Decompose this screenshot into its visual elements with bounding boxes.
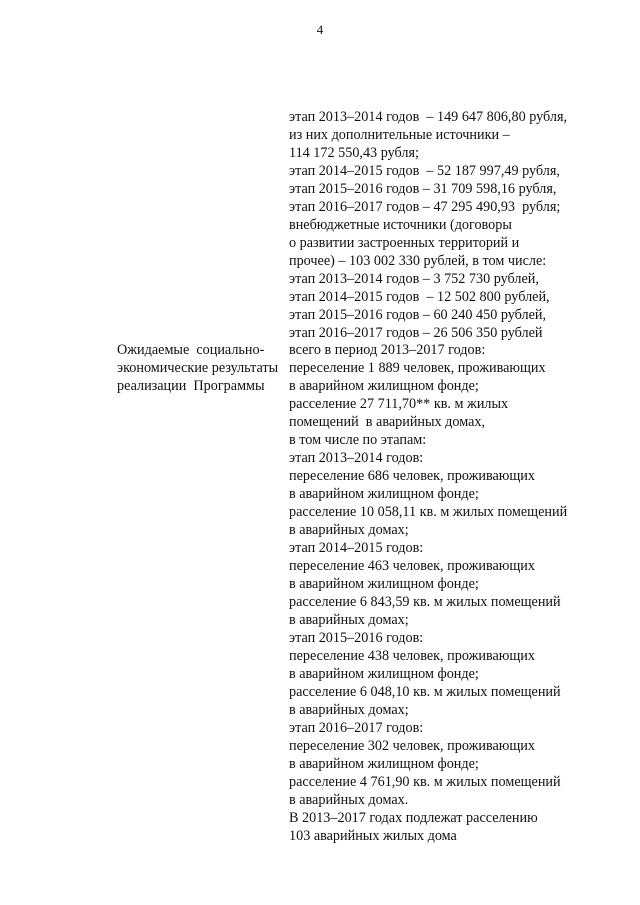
text-line: этап 2013–2014 годов – 149 647 806,80 рубля,: [289, 109, 568, 125]
text-line: в аварийном жилищном фонде;: [289, 486, 479, 502]
text-line: этап 2014–2015 годов – 12 502 800 рублей,: [289, 289, 550, 305]
label-line: экономические результаты: [117, 360, 279, 376]
financing-text-block: [289, 108, 609, 342]
text-line: 114 172 550,43 рубля;: [289, 145, 419, 161]
label-line: Ожидаемые социально-: [117, 342, 265, 358]
text-line: в аварийном жилищном фонде;: [289, 576, 479, 592]
text-line: в аварийном жилищном фонде;: [289, 378, 479, 394]
text-line: В 2013–2017 годах подлежат расселению: [289, 810, 538, 826]
text-line: помещений в аварийных домах,: [289, 414, 486, 430]
text-line: этап 2016–2017 годов:: [289, 720, 424, 736]
text-line: этап 2016–2017 годов – 26 506 350 рублей: [289, 325, 543, 341]
text-line: внебюджетные источники (договоры: [289, 217, 512, 233]
text-line: всего в период 2013–2017 годов:: [289, 342, 486, 358]
text-line: в аварийных домах;: [289, 702, 409, 718]
text-line: о развитии застроенных территорий и: [289, 235, 520, 251]
text-line: в аварийных домах.: [289, 792, 409, 808]
text-line: в аварийном жилищном фонде;: [289, 666, 479, 682]
text-line: расселение 4 761,90 кв. м жилых помещений: [289, 774, 561, 790]
text-line: в том числе по этапам:: [289, 432, 427, 448]
results-label: [117, 341, 287, 395]
text-line: из них дополнительные источники –: [289, 127, 510, 143]
text-line: этап 2016–2017 годов – 47 295 490,93 рубля;: [289, 199, 561, 215]
text-line: расселение 10 058,11 кв. м жилых помещений: [289, 504, 568, 520]
text-line: 103 аварийных жилых дома: [289, 828, 457, 844]
text-line: переселение 302 человек, проживающих: [289, 738, 535, 754]
text-line: в аварийном жилищном фонде;: [289, 756, 479, 772]
text-line: этап 2014–2015 годов – 52 187 997,49 рубля,: [289, 163, 560, 179]
text-line: этап 2015–2016 годов:: [289, 630, 424, 646]
text-line: в аварийных домах;: [289, 522, 409, 538]
text-line: переселение 438 человек, проживающих: [289, 648, 535, 664]
text-line: в аварийных домах;: [289, 612, 409, 628]
label-line: реализации Программы: [117, 378, 265, 394]
text-line: расселение 6 843,59 кв. м жилых помещений: [289, 594, 561, 610]
text-line: этап 2013–2014 годов:: [289, 450, 424, 466]
text-line: расселение 6 048,10 кв. м жилых помещений: [289, 684, 561, 700]
text-line: переселение 1 889 человек, проживающих: [289, 360, 546, 376]
page-number: 4: [316, 22, 324, 37]
text-line: прочее) – 103 002 330 рублей, в том числе:: [289, 253, 547, 269]
text-line: этап 2015–2016 годов – 60 240 450 рублей,: [289, 307, 547, 323]
results-text-block: [289, 341, 609, 845]
text-line: этап 2013–2014 годов – 3 752 730 рублей,: [289, 271, 539, 287]
text-line: этап 2014–2015 годов:: [289, 540, 424, 556]
text-line: переселение 686 человек, проживающих: [289, 468, 535, 484]
text-line: расселение 27 711,70** кв. м жилых: [289, 396, 509, 412]
text-line: этап 2015–2016 годов – 31 709 598,16 рубля,: [289, 181, 557, 197]
text-line: переселение 463 человек, проживающих: [289, 558, 535, 574]
